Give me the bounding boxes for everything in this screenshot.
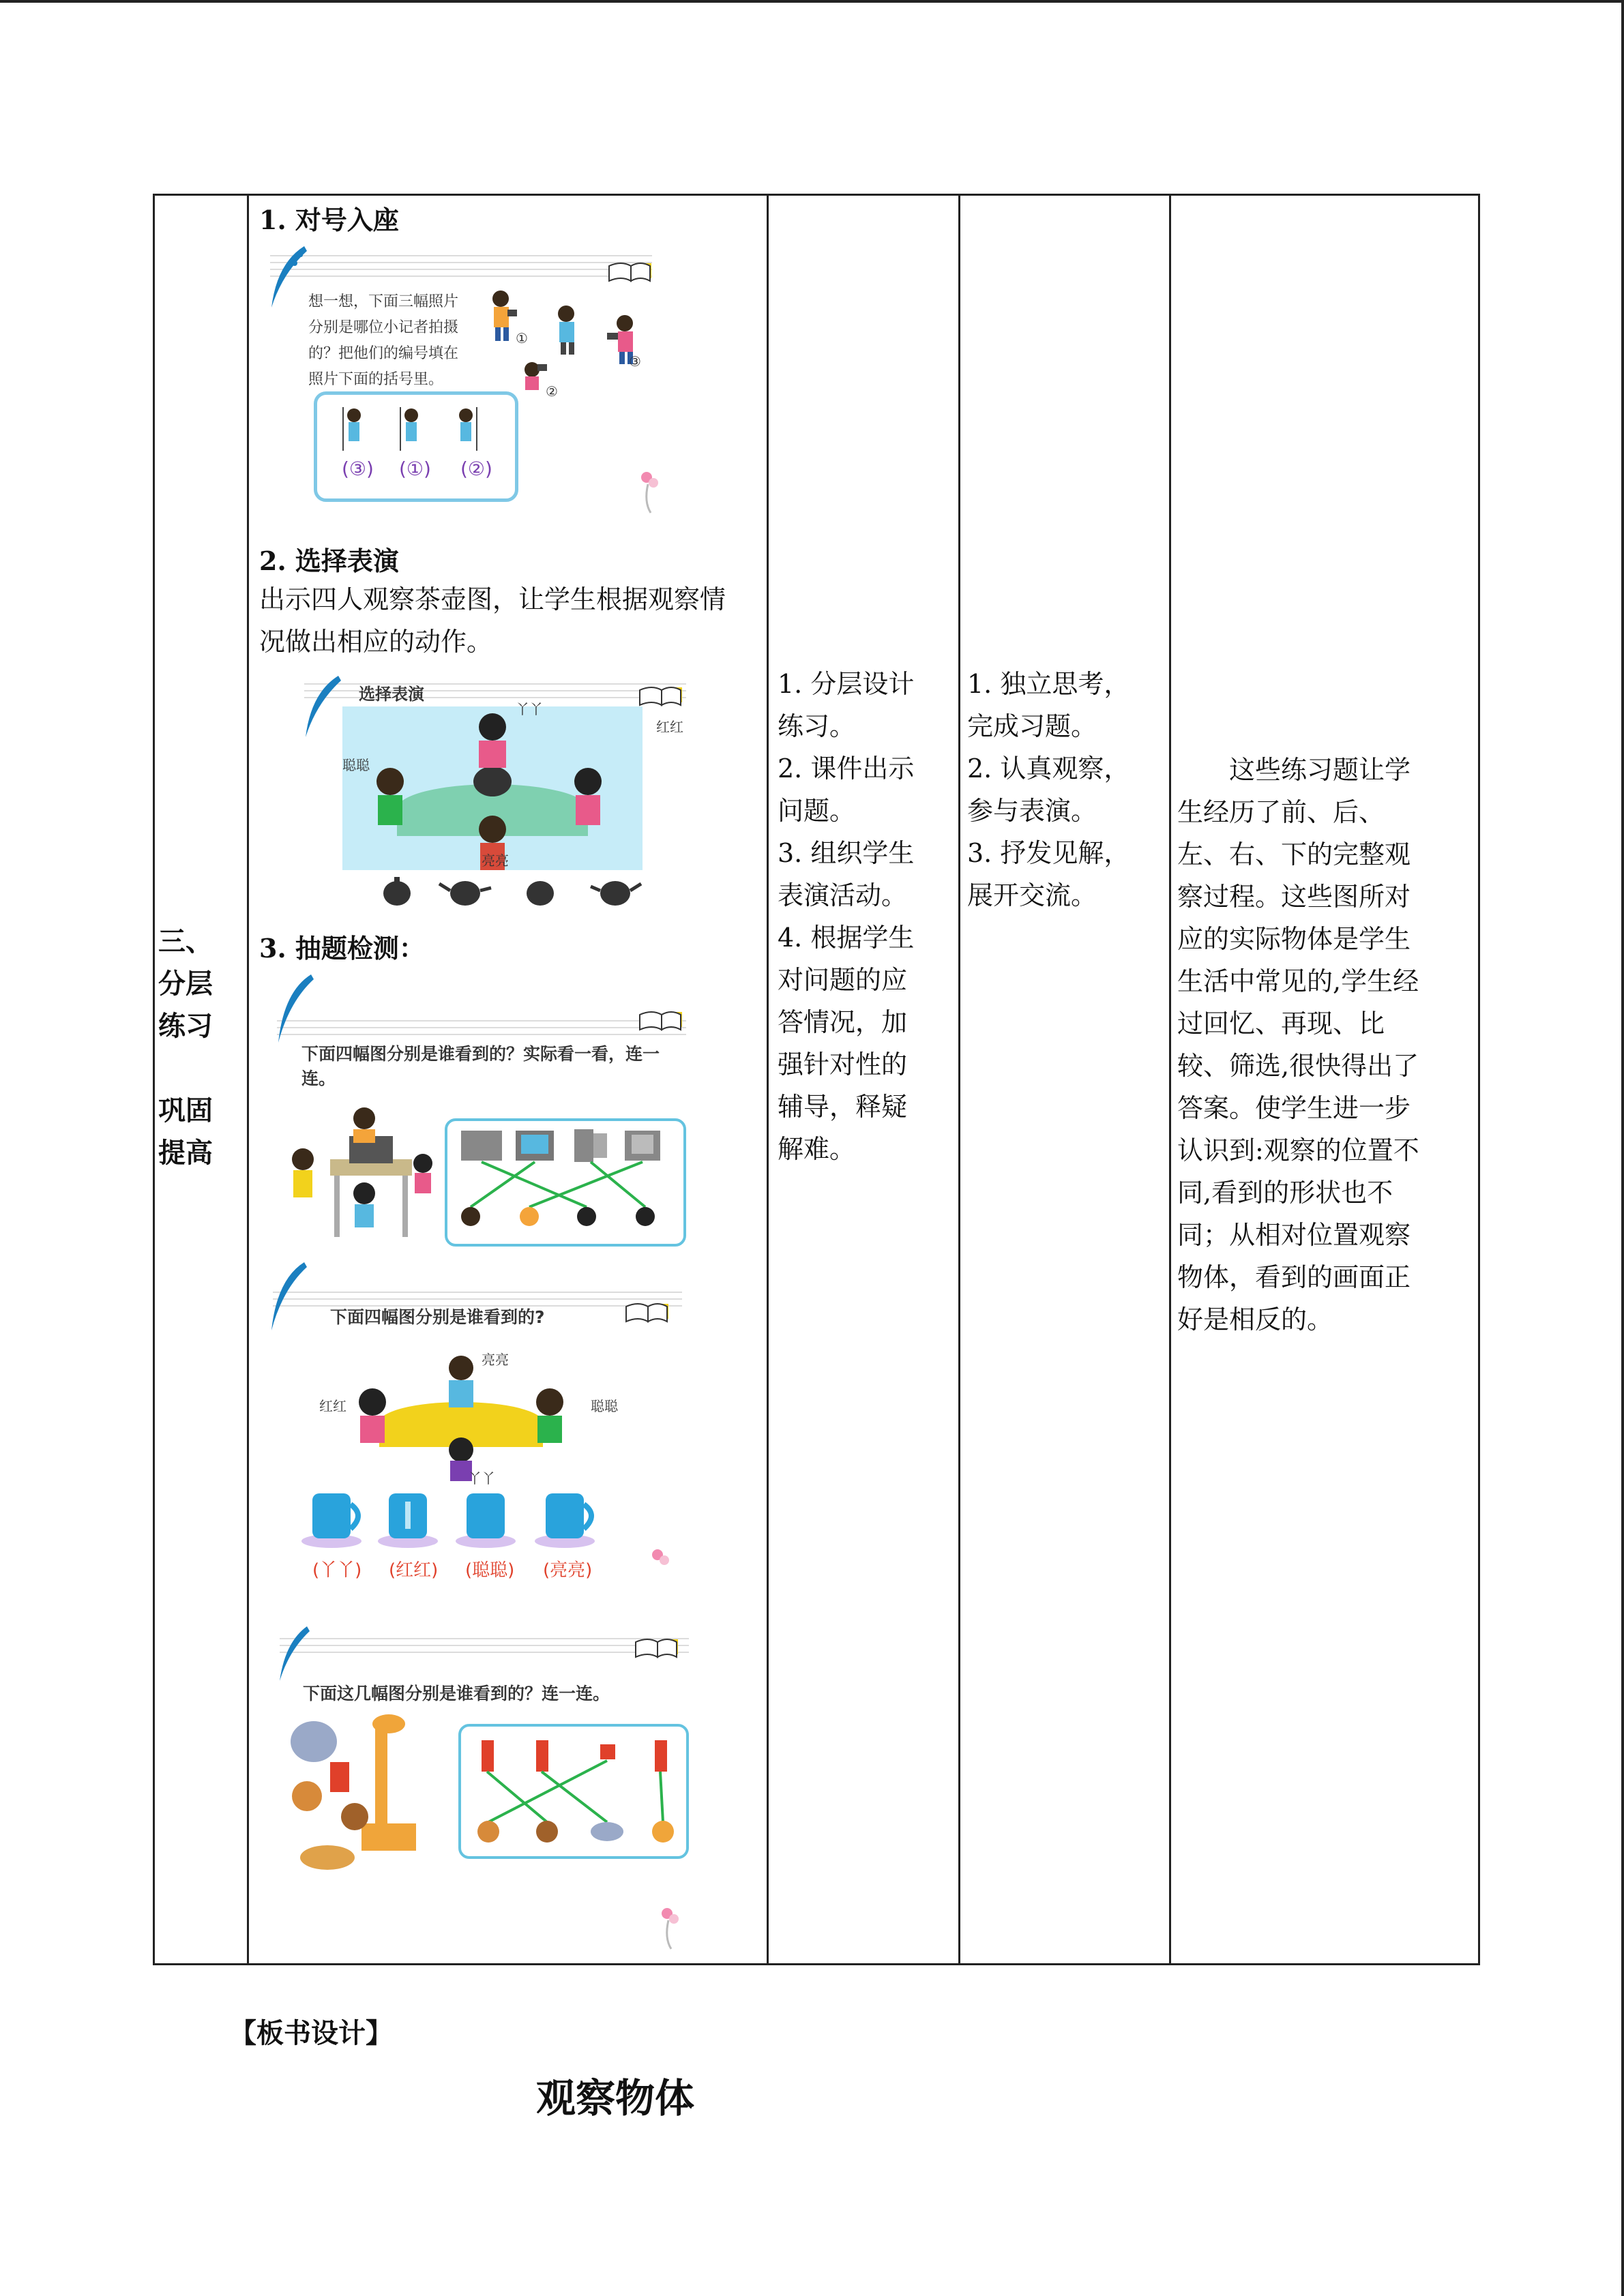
item2-panel-title: 选择表演 (359, 685, 424, 704)
stage-line: 练习 (158, 1011, 213, 1042)
quill-icon (263, 1259, 311, 1334)
item3-panel2-title: 下面四幅图分别是谁看到的? (330, 1307, 545, 1327)
intent-line: 察过程。这些图所对 (1177, 882, 1411, 912)
student-line: 2. 认真观察， (967, 754, 1130, 784)
board-design-label: 【板书设计】 (229, 2018, 393, 2049)
stage-label (158, 921, 247, 1174)
intent-line: 认识到:观察的位置不 (1177, 1135, 1419, 1165)
cup-viewing-illustration (263, 1259, 693, 1579)
flower-icon (655, 1904, 682, 1952)
cup-label: (红红) (389, 1560, 439, 1581)
teacher-activity (778, 663, 955, 1170)
cup-label: (丫丫) (312, 1560, 362, 1581)
stage-line: 提高 (158, 1137, 213, 1169)
photos-box (314, 391, 518, 502)
item2-illustration (297, 675, 693, 927)
teacher-line: 对问题的应 (778, 965, 908, 995)
stage-line: 巩固 (158, 1095, 213, 1127)
teacher-line: 答情况，加 (778, 1007, 908, 1037)
intent-line: 好是相反的。 (1177, 1304, 1333, 1335)
student-line: 1. 独立思考， (967, 669, 1130, 699)
child-name: 丫丫 (516, 701, 543, 717)
round-table-scene (331, 1347, 591, 1484)
item3-panel3-title: 下面这几幅图分别是谁看到的？连一连。 (303, 1684, 610, 1703)
teacher-line: 3. 组织学生 (778, 838, 915, 868)
animals-scene (280, 1714, 457, 1892)
intent-line: 生经历了前、后、 (1177, 797, 1385, 827)
answer-paren: (①) (399, 458, 431, 480)
quill-icon (273, 1623, 314, 1684)
item1-prompt-line: 想一想，下面三幅照片 (308, 293, 459, 310)
intent-line: 较、筛选,很快得出了 (1177, 1051, 1419, 1081)
child-name: 丫丫 (468, 1470, 495, 1487)
intent-line: 答案。使学生进一步 (1177, 1093, 1411, 1123)
quill-icon (297, 672, 345, 741)
student-line: 3. 抒发见解， (967, 838, 1130, 868)
student-activity (967, 663, 1165, 916)
child-name: 亮亮 (482, 852, 509, 869)
teacher-line: 4. 根据学生 (778, 923, 915, 953)
child-name: 红红 (656, 719, 683, 735)
student-activity-cell (960, 195, 1170, 1965)
cup-label: (聪聪) (465, 1560, 515, 1581)
flower-icon (634, 468, 662, 516)
board-design-title: 观察物体 (536, 2075, 695, 2121)
teapot-options (377, 870, 663, 911)
stage-line: 三、 (158, 926, 213, 957)
child-name: 聪聪 (591, 1398, 618, 1414)
animals-match-box (458, 1724, 689, 1859)
design-intent (1177, 749, 1464, 1341)
teacher-line: 问题。 (778, 796, 856, 826)
intent-line: 应的实际物体是学生 (1177, 924, 1411, 954)
item3-panel1-title: 下面四幅图分别是谁看到的？实际看一看，连一连。 (301, 1044, 660, 1088)
teacher-line: 2. 课件出示 (778, 754, 915, 784)
teacher-line: 1. 分层设计 (778, 669, 915, 699)
book-icon (608, 259, 653, 284)
tv-match-box (445, 1118, 686, 1247)
intent-line: 同,看到的形状也不 (1177, 1178, 1393, 1208)
intent-line: 生活中常见的,学生经 (1177, 966, 1419, 996)
teacher-line: 解难。 (778, 1134, 856, 1164)
book-icon (638, 683, 683, 708)
cups-row (297, 1488, 611, 1549)
item3-heading: 3. 抽题检测： (259, 933, 425, 964)
item2-heading: 2. 选择表演 (259, 546, 399, 576)
tv-scene (282, 1105, 432, 1248)
page-top-border (0, 0, 1624, 3)
teacher-line: 练习。 (778, 711, 856, 741)
item1-heading: 1. 对号入座 (259, 205, 399, 235)
item1-prompt-line: 分别是哪位小记者拍摄 (308, 319, 459, 336)
student-line: 展开交流。 (967, 880, 1097, 910)
book-icon (625, 1300, 670, 1324)
intent-line: 左、右、下的完整观 (1177, 839, 1411, 869)
item1-illustration (263, 243, 673, 522)
intent-line: 同；从相对位置观察 (1177, 1220, 1411, 1250)
cup-label: (亮亮) (543, 1560, 593, 1581)
child-name: 聪聪 (342, 757, 370, 773)
intent-line: 过回忆、再现、比 (1177, 1009, 1385, 1039)
stage-line: 分层 (158, 968, 213, 1000)
quill-icon (263, 243, 311, 311)
teacher-line: 辅导，释疑 (778, 1092, 908, 1122)
reporter-number: ① (516, 330, 528, 346)
reporter-number: ③ (629, 353, 641, 370)
child-name: 红红 (319, 1398, 346, 1414)
student-line: 参与表演。 (967, 796, 1097, 826)
answer-paren: (③) (342, 458, 374, 480)
item2-text: 出示四人观察茶壶图，让学生根据观察情况做出相应的动作。 (259, 584, 726, 657)
book-icon (634, 1635, 679, 1660)
animals-viewing-illustration (273, 1626, 693, 1953)
teacher-line: 表演活动。 (778, 880, 908, 910)
reporter-number: ② (546, 383, 558, 400)
page-right-border (1621, 0, 1624, 2296)
child-name: 亮亮 (482, 1352, 509, 1368)
item1-prompt-line: 的？把他们的编号填在 (308, 345, 459, 362)
student-line: 完成习题。 (967, 711, 1097, 741)
quill-icon (270, 971, 318, 1046)
flower-icon (645, 1545, 673, 1579)
answer-paren: (②) (460, 458, 492, 480)
intent-line: 物体，看到的画面正 (1177, 1262, 1411, 1292)
teacher-line: 强针对性的 (778, 1049, 908, 1079)
tv-viewing-illustration (270, 971, 693, 1257)
teapot-scene (342, 706, 643, 870)
intent-line: 这些练习题让学 (1177, 755, 1411, 785)
book-icon (638, 1008, 683, 1032)
reporters-illustration (480, 284, 644, 393)
item1-prompt-line: 照片下面的括号里。 (308, 371, 444, 388)
